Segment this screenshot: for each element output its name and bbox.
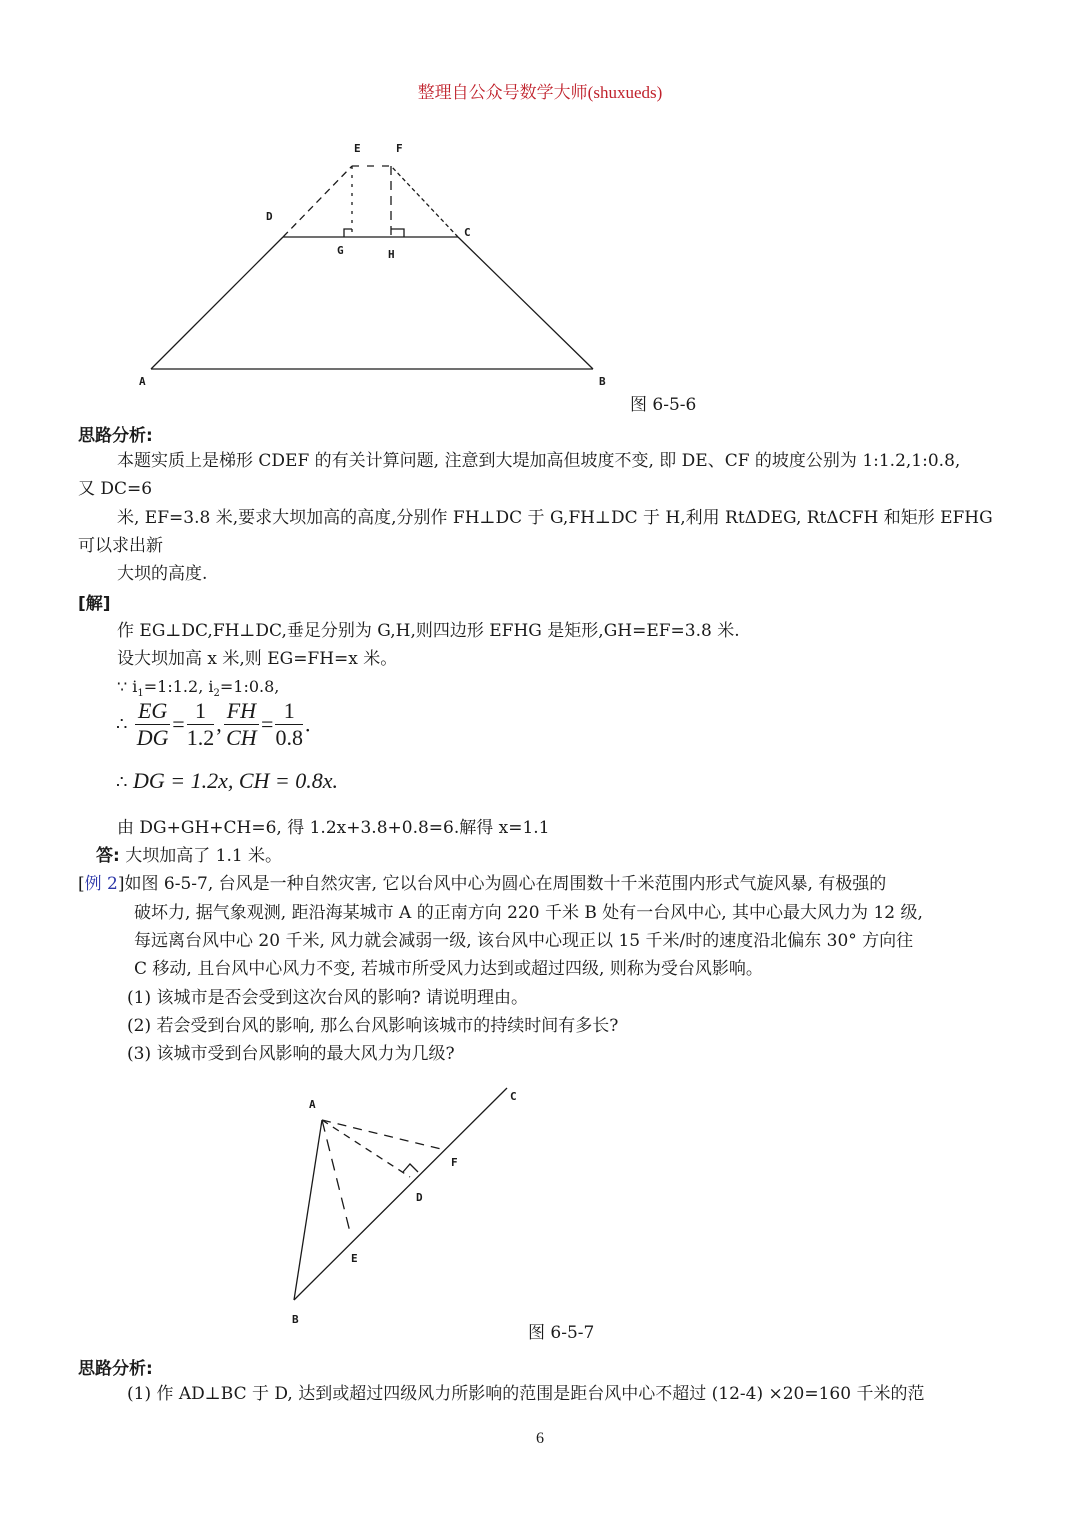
label-G: G <box>337 244 344 257</box>
bracket: ] <box>117 874 125 894</box>
comma: , <box>216 711 222 737</box>
question-2: (2) 若会受到台风的影响, 那么台风影响该城市的持续时间有多长? <box>127 1016 619 1036</box>
segment-BC <box>294 1088 507 1300</box>
label-D: D <box>266 210 273 223</box>
label-F: F <box>396 142 403 155</box>
numerator: FH <box>224 698 259 725</box>
denominator: 0.8 <box>275 725 303 750</box>
text: =1:1.2, i <box>143 677 214 696</box>
label-E: E <box>351 1252 358 1265</box>
label-D: D <box>416 1191 423 1204</box>
paragraph-line: 破坏力, 据气象观测, 距沿海某城市 A 的正南方向 220 千米 B 处有一台风中心, 其中心最大风力为 12 级, <box>134 903 923 923</box>
label-B: B <box>599 375 606 388</box>
paragraph-line: C 移动, 且台风中心风力不变, 若城市所受风力达到或超过四级, 则称为受台风影响。 <box>134 959 763 979</box>
solution-heading: [解] <box>78 594 111 614</box>
question-1: (1) 该城市是否会受到这次台风的影响? 请说明理由。 <box>127 988 529 1008</box>
therefore-symbol: ∴ <box>116 772 128 792</box>
figure-caption: 图 6-5-7 <box>528 1323 595 1343</box>
answer-label: 答: <box>96 846 120 866</box>
label-E: E <box>354 142 361 155</box>
paragraph-text: 如图 6-5-7, 台风是一种自然灾害, 它以台风中心为圆心在周围数十千米范围内形式气旋风暴, 有极强的 <box>124 874 887 894</box>
paragraph-line: 设大坝加高 x 米,则 EG=FH=x 米。 <box>117 649 398 669</box>
label-F: F <box>451 1156 458 1169</box>
section-heading: 思路分析: <box>78 1359 153 1379</box>
label-A: A <box>139 375 146 388</box>
page-number: 6 <box>536 1430 544 1447</box>
answer-text: 大坝加高了 1.1 米。 <box>125 846 283 866</box>
header-watermark: 整理自公众号数学大师(shuxueds) <box>417 83 663 102</box>
text: =1:0.8, <box>219 677 280 696</box>
segment-AD-dashed <box>322 1120 410 1177</box>
example-tag[interactable]: 例 2 <box>84 874 118 894</box>
paragraph-line: 可以求出新 <box>78 536 163 556</box>
subscript: 1 <box>137 688 144 700</box>
right-angle-D <box>403 1164 418 1172</box>
label-C: C <box>510 1090 517 1103</box>
label-C: C <box>464 226 471 239</box>
paragraph-line: 又 DC=6 <box>78 479 153 499</box>
denominator: DG <box>136 725 169 750</box>
figure-caption: 图 6-5-6 <box>630 395 697 415</box>
segment-AF-dashed <box>322 1120 445 1150</box>
question-3: (3) 该城市受到台风影响的最大风力为几级? <box>127 1044 455 1064</box>
section-heading: 思路分析: <box>78 426 153 446</box>
equation-text: DG = 1.2x, CH = 0.8x. <box>132 768 339 793</box>
numerator: EG <box>135 698 170 725</box>
equals: = <box>172 711 185 737</box>
label-B: B <box>292 1313 299 1326</box>
paragraph-line: 米, EF=3.8 米,要求大坝加高的高度,分别作 FH⊥DC 于 G,FH⊥DC 于 H,利用 RtΔDEG, RtΔCFH 和矩形 EFHG <box>117 508 993 528</box>
numerator: 1 <box>275 698 303 725</box>
paragraph-line: (1) 作 AD⊥BC 于 D, 达到或超过四级风力所影响的范围是距台风中心不超过 (12-4) ×20=160 千米的范 <box>127 1384 925 1404</box>
segment-AE-dashed <box>322 1120 350 1232</box>
bracket: [ <box>78 874 85 894</box>
period: . <box>304 711 311 737</box>
label-H: H <box>388 248 395 261</box>
paragraph-line: 由 DG+GH+CH=6, 得 1.2x+3.8+0.8=6.解得 x=1.1 <box>117 818 550 838</box>
denominator: CH <box>226 725 257 750</box>
paragraph-line: 作 EG⊥DC,FH⊥DC,垂足分别为 G,H,则四边形 EFHG 是矩形,GH=EF=3.8 米. <box>117 621 740 641</box>
numerator: 1 <box>187 698 215 725</box>
label-A: A <box>309 1098 316 1111</box>
paragraph-line: 每远离台风中心 20 千米, 风力就会减弱一级, 该台风中心现正以 15 千米/时的速度沿北偏东 30° 方向往 <box>134 931 914 951</box>
therefore-symbol: ∴ <box>116 714 128 734</box>
text: ∵ i <box>117 677 138 696</box>
equals: = <box>261 711 274 737</box>
paragraph-line: 大坝的高度. <box>117 564 208 584</box>
paragraph-line: 本题实质上是梯形 CDEF 的有关计算问题, 注意到大堤加高但坡度不变, 即 DE、CF 的坡度公别为 1:1.2,1:0.8, <box>117 451 961 471</box>
denominator: 1.2 <box>186 725 215 750</box>
segment-AB <box>294 1120 322 1300</box>
subscript: 2 <box>213 688 220 700</box>
